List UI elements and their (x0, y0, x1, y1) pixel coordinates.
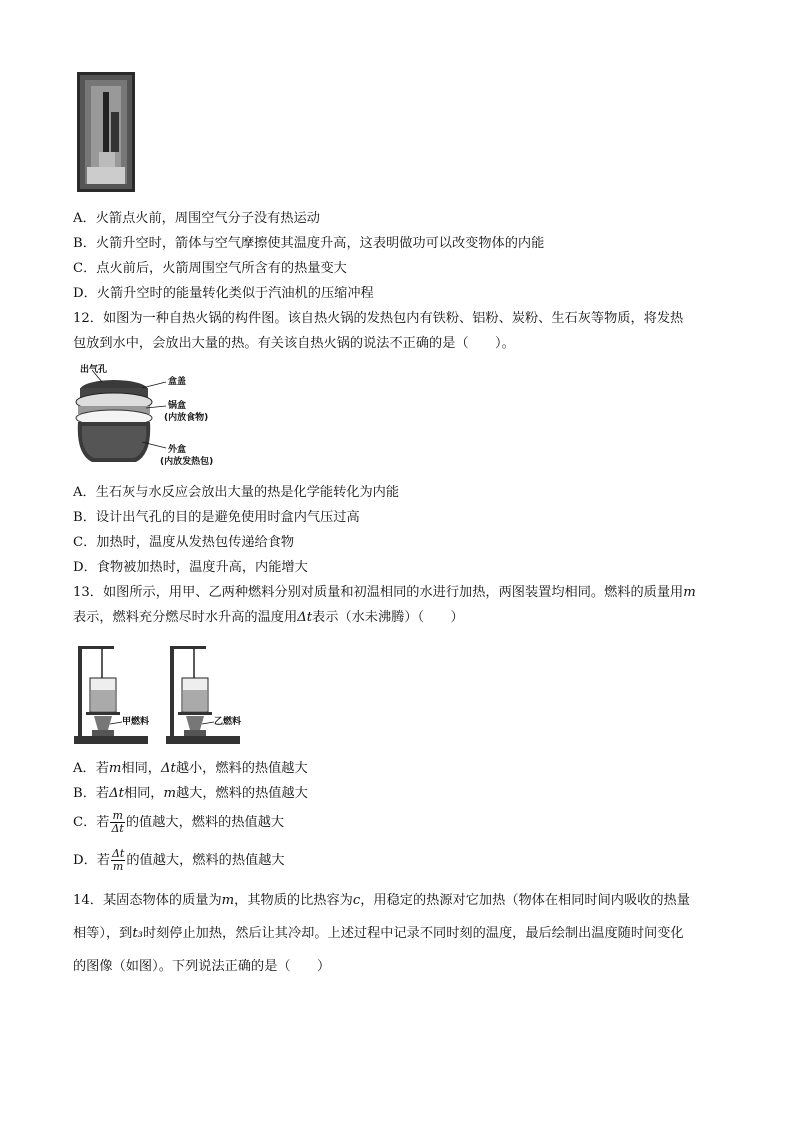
q13-stem-line2: 表示，燃料充分燃尽时水升高的温度用Δt表示（水未沸腾）（ ） (73, 610, 464, 625)
q13-option-d: D．若 $\frac{\Delta t}{m}$ 的值越大，燃料的热值越大 (73, 847, 285, 873)
q12-option-d: D．食物被加热时，温度升高，内能增大 (73, 560, 308, 575)
q11-option-b: B．火箭升空时，箭体与空气摩擦使其温度升高，这表明做功可以改变物体的内能 (73, 236, 545, 251)
q12-option-c: C．加热时，温度从发热包传递给食物 (73, 535, 295, 550)
apparatus-a (74, 646, 148, 744)
hot-pot-label-pot-note: (内放食物) (164, 413, 209, 423)
hot-pot-label-pot: 锅盒 (168, 401, 187, 411)
q13-stem-line1: 13．如图所示，用甲、乙两种燃料分别对质量和初温相同的水进行加热，两图装置均相同。燃料的质量用m (73, 585, 696, 600)
hot-pot-label-lid: 盒盖 (168, 377, 187, 387)
q14-stem-line1: 14．某固态物体的质量为m，其物质的比热容为c，用稳定的热源对它加热（物体在相同时间内吸收的热量 (73, 893, 690, 908)
fraction: $\frac{\Delta t}{m}$ (111, 847, 125, 873)
q12-option-a: A．生石灰与水反应会放出大量的热是化学能转化为内能 (73, 485, 400, 500)
hot-pot-label-outer-note: (内放发热包) (160, 457, 214, 467)
fuel-label-b: 乙燃料 (214, 717, 242, 727)
q11-option-d: D．火箭升空时的能量转化类似于汽油机的压缩冲程 (73, 286, 374, 301)
q12-stem-line2: 包放到水中，会放出大量的热。有关该自热火锅的说法不正确的是（ ）。 (73, 336, 515, 351)
q12-option-b: B．设计出气孔的目的是避免使用时盒内气压过高 (73, 510, 360, 525)
hot-pot-figure (72, 362, 222, 470)
q13-option-b: B．若Δt相同，m越大，燃料的热值越大 (73, 786, 308, 801)
q13-option-a: A．若m相同，Δt越小，燃料的热值越大 (73, 761, 308, 776)
q14-stem-line2: 相等），到t₃时刻停止加热，然后让其冷却。上述过程中记录不同时刻的温度，最后绘制出温度随时间变化 (73, 926, 684, 941)
q13-option-c: C．若 $\frac{m}{\Delta t}$ 的值越大，燃料的热值越大 (73, 809, 285, 835)
hot-pot-label-vent: 出气孔 (80, 365, 108, 375)
hot-pot-label-outer: 外盒 (168, 445, 187, 455)
fraction: $\frac{m}{\Delta t}$ (111, 809, 124, 835)
apparatus-b (166, 646, 240, 744)
q14-stem-line3: 的图像（如图）。下列说法正确的是（ ） (73, 959, 331, 974)
fuel-apparatus-figure (72, 638, 262, 750)
rocket-photo (77, 72, 135, 192)
q11-option-c: C．点火前后，火箭周围空气所含有的热量变大 (73, 261, 347, 276)
q11-option-a: A．火箭点火前，周围空气分子没有热运动 (73, 211, 320, 226)
fuel-label-a: 甲燃料 (122, 717, 150, 727)
q12-stem-line1: 12．如图为一种自热火锅的构件图。该自热火锅的发热包内有铁粉、铝粉、炭粉、生石灰等物质，将发热 (73, 311, 684, 326)
